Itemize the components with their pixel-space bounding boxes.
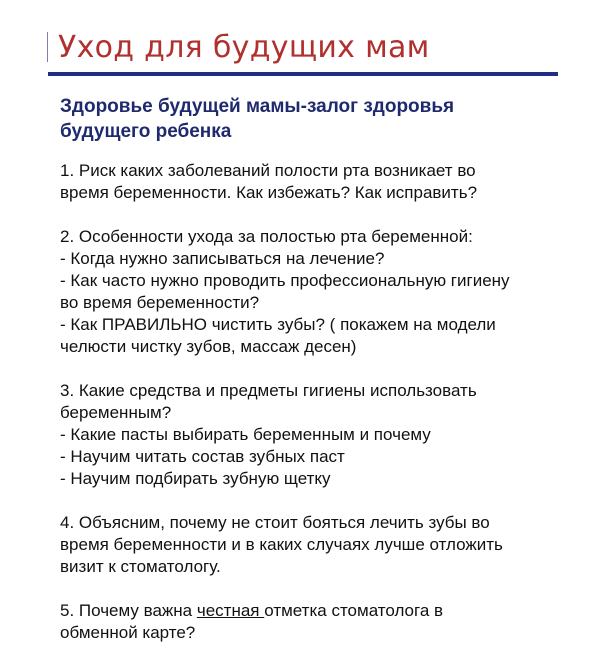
section-1-line-1: 1. Риск каких заболеваний полости рта возникает во bbox=[60, 161, 476, 180]
underlined-word: честная bbox=[196, 601, 265, 620]
section-3-line-1: 3. Какие средства и предметы гигиены использовать bbox=[60, 381, 477, 400]
section-4-line-2: время беременности и в каких случаях лучше отложить bbox=[60, 535, 503, 554]
section-5-line-1-prefix: 5. Почему важна bbox=[60, 601, 197, 620]
section-3-line-4: - Научим читать состав зубных паст bbox=[60, 447, 345, 466]
section-1 bbox=[60, 160, 580, 204]
document-body bbox=[60, 160, 580, 666]
section-1-line-2: время беременности. Как избежать? Как исправить? bbox=[60, 183, 478, 202]
section-2 bbox=[60, 226, 580, 358]
subtitle bbox=[60, 94, 560, 144]
section-2-line-4: во время беременности? bbox=[60, 293, 260, 312]
section-4-line-3: визит к стоматологу. bbox=[60, 557, 221, 576]
section-2-line-6: челюсти чистку зубов, массаж десен) bbox=[60, 337, 357, 356]
section-5 bbox=[60, 600, 580, 644]
subtitle-line-2: будущего ребенка bbox=[60, 121, 232, 142]
title-left-divider bbox=[47, 32, 48, 62]
subtitle-line-1: Здоровье будущей мамы-залог здоровья bbox=[60, 96, 455, 117]
section-3-line-3: - Какие пасты выбирать беременным и почему bbox=[60, 425, 431, 444]
section-5-line-2: обменной карте? bbox=[60, 623, 196, 642]
title-underline-rule bbox=[48, 72, 558, 76]
section-5-line-1 bbox=[60, 600, 580, 622]
section-3 bbox=[60, 380, 580, 490]
section-2-line-3: - Как часто нужно проводить профессиональную гигиену bbox=[60, 271, 510, 290]
page-title: Уход для будущих мам bbox=[58, 30, 430, 65]
section-4 bbox=[60, 512, 580, 578]
section-2-line-5: - Как ПРАВИЛЬНО чистить зубы? ( покажем на модели bbox=[60, 315, 496, 334]
section-2-line-1: 2. Особенности ухода за полостью рта беременной: bbox=[60, 227, 473, 246]
section-3-line-5: - Научим подбирать зубную щетку bbox=[60, 469, 331, 488]
section-5-line-1-suffix: отметка стоматолога в bbox=[264, 601, 444, 620]
section-4-line-1: 4. Объясним, почему не стоит бояться лечить зубы во bbox=[60, 513, 490, 532]
section-3-line-2: беременным? bbox=[60, 403, 172, 422]
section-2-line-2: - Когда нужно записываться на лечение? bbox=[60, 249, 385, 268]
